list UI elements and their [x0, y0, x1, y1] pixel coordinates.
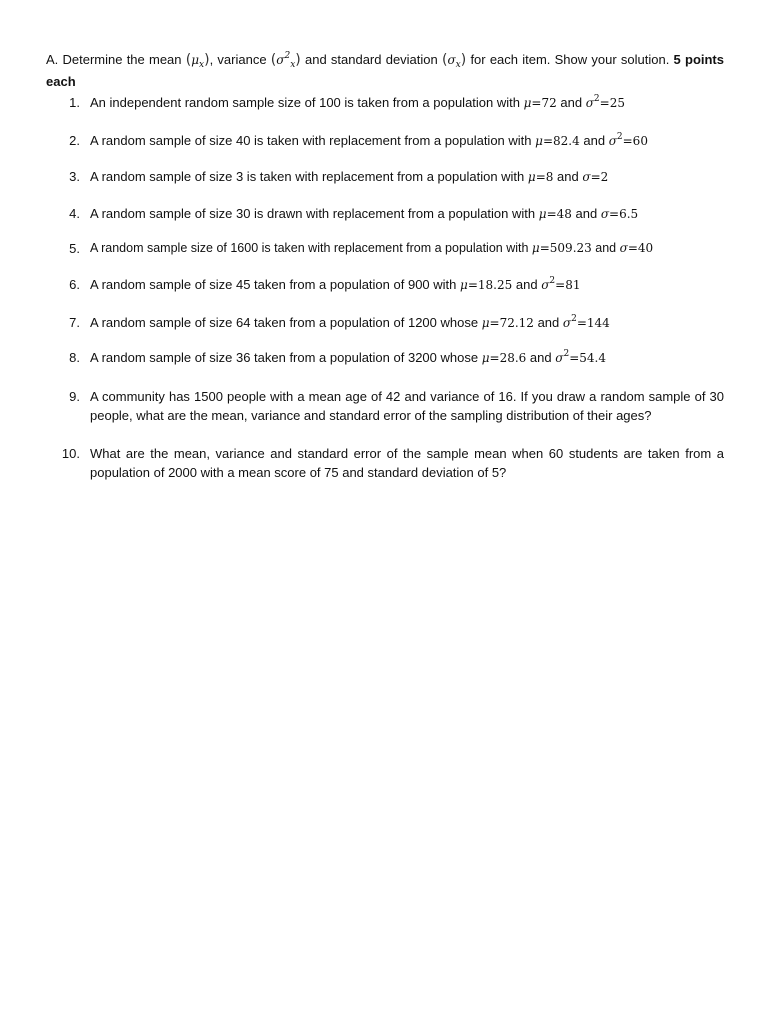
item-number: 7. [69, 315, 80, 330]
item-condition: σ=40 [619, 241, 654, 255]
item-text: An independent random sample size of 100 is taken from a population with [90, 95, 520, 110]
item-condition: μ=72 [523, 96, 557, 110]
item-condition: $\sigma^2=81$ [541, 276, 581, 292]
item-text: A random sample of size 45 taken from a population of 900 with [90, 277, 457, 292]
item-text: A random sample of size 3 is taken with replacement from a population with [90, 169, 525, 184]
variance-symbol: $\sigma^2_x$ [276, 51, 296, 70]
item-condition: μ=8 [527, 170, 554, 184]
item-number: 3. [69, 169, 80, 184]
item-condition: $\sigma^2=54.4$ [555, 349, 606, 365]
instructions-part1: A. Determine the mean [46, 52, 182, 67]
item-text: A community has 1500 people with a mean age of 42 and variance of 16. If you draw a random sample of 30 people, what are the mean, variance and standard error of the sampling distribution of their ages? [90, 389, 724, 423]
instructions: A. Determine the mean $(\mu_x)$, variance $(\sigma^2_x)$ and standard deviation $(\sigma_x)$ for each item. Show your solution. 5 points each [46, 51, 724, 89]
item-number: 1. [69, 95, 80, 110]
item-number: 10. [61, 446, 80, 461]
item-condition: μ=28.6 [481, 351, 527, 365]
item-text: A random sample of size 36 taken from a population of 3200 whose [90, 350, 479, 365]
item-condition: $\sigma^2=144$ [562, 314, 610, 330]
item-text: What are the mean, variance and standard error of the sample mean when 60 students are taken from a population of 2000 with a mean score of 75 and standard deviation of 5? [90, 446, 724, 480]
item-text: A random sample of size 30 is drawn with replacement from a population with [90, 206, 536, 221]
mean-symbol: $\mu_x$ [191, 53, 205, 70]
item-condition: μ=18.25 [460, 278, 513, 292]
item-condition: σ=2 [582, 170, 609, 184]
item-condition: μ=509.23 [531, 241, 592, 255]
item-condition: $\sigma^2=25$ [585, 94, 625, 110]
item-text: A random sample of size 64 taken from a population of 1200 whose [90, 315, 479, 330]
item-condition: μ=82.4 [535, 134, 580, 148]
instructions-part4: for each item. Show your solution. [470, 52, 670, 67]
item-condition: μ=72.12 [481, 316, 534, 330]
item-number: 2. [69, 133, 80, 148]
item-text: A random sample of size 40 is taken with replacement from a population with [90, 133, 532, 148]
worksheet-page: A. Determine the mean $(\mu_x)$, variance $(\sigma^2_x)$ and standard deviation $(\sigma_x)$ for each item. Show your solution. 5 points each 1. An independent random sample size of 100 is taken from a population with μ=72 and $\sigma^2=25$ 2. A random sample of size 40 is taken with replacement from a population with μ=82.4 and $\sigma^2=60$ 3. A random sample of size 3 is taken with replacement from a population with μ=8 and σ=2 4. A random sample of size 30 is drawn with replacement from a population with μ=48 and σ=6.5 5. A random sample size of 1600 is taken with replacement from a population with μ=509.23 and σ=40 6. A random sample of size 45 taken from a population of 900 with μ=18.25 and $\sigma^2=81$ 7. A random sample of size 64 taken from a population of 1200 whose μ=72.12 and $\sigma^2=144$ 8. A random sample of size 36 taken from a population of 3200 whose μ=28.6 and $\sigma^2=54.4$ 9. A community has 1500 people with a mean age of 42 and variance of 16. If you draw a random sample of 30 people, what are the mean, variance and standard error of the sampling distribution of their ages? 10. What are the mean, variance and standard error of the sample mean when 60 students are taken from a population of 2000 with a mean score of 75 and standard deviation of 5? [0, 0, 768, 1024]
item-number: 5. [69, 241, 80, 256]
item-condition: σ=6.5 [600, 207, 639, 221]
item-number: 9. [69, 389, 80, 404]
list-item [46, 444, 724, 484]
sd-symbol: $\sigma_x$ [447, 53, 461, 70]
instructions-part3: and standard deviation [304, 52, 438, 67]
item-number: 4. [69, 206, 80, 221]
item-number: 6. [69, 277, 80, 292]
points-label: 5 points each [46, 52, 724, 89]
list-item [46, 387, 724, 427]
item-text: A random sample size of 1600 is taken with replacement from a population with [90, 241, 529, 255]
item-condition: $\sigma^2=60$ [608, 132, 648, 148]
instructions-part2: variance [217, 52, 267, 67]
item-condition: μ=48 [538, 207, 572, 221]
item-number: 8. [69, 350, 80, 365]
